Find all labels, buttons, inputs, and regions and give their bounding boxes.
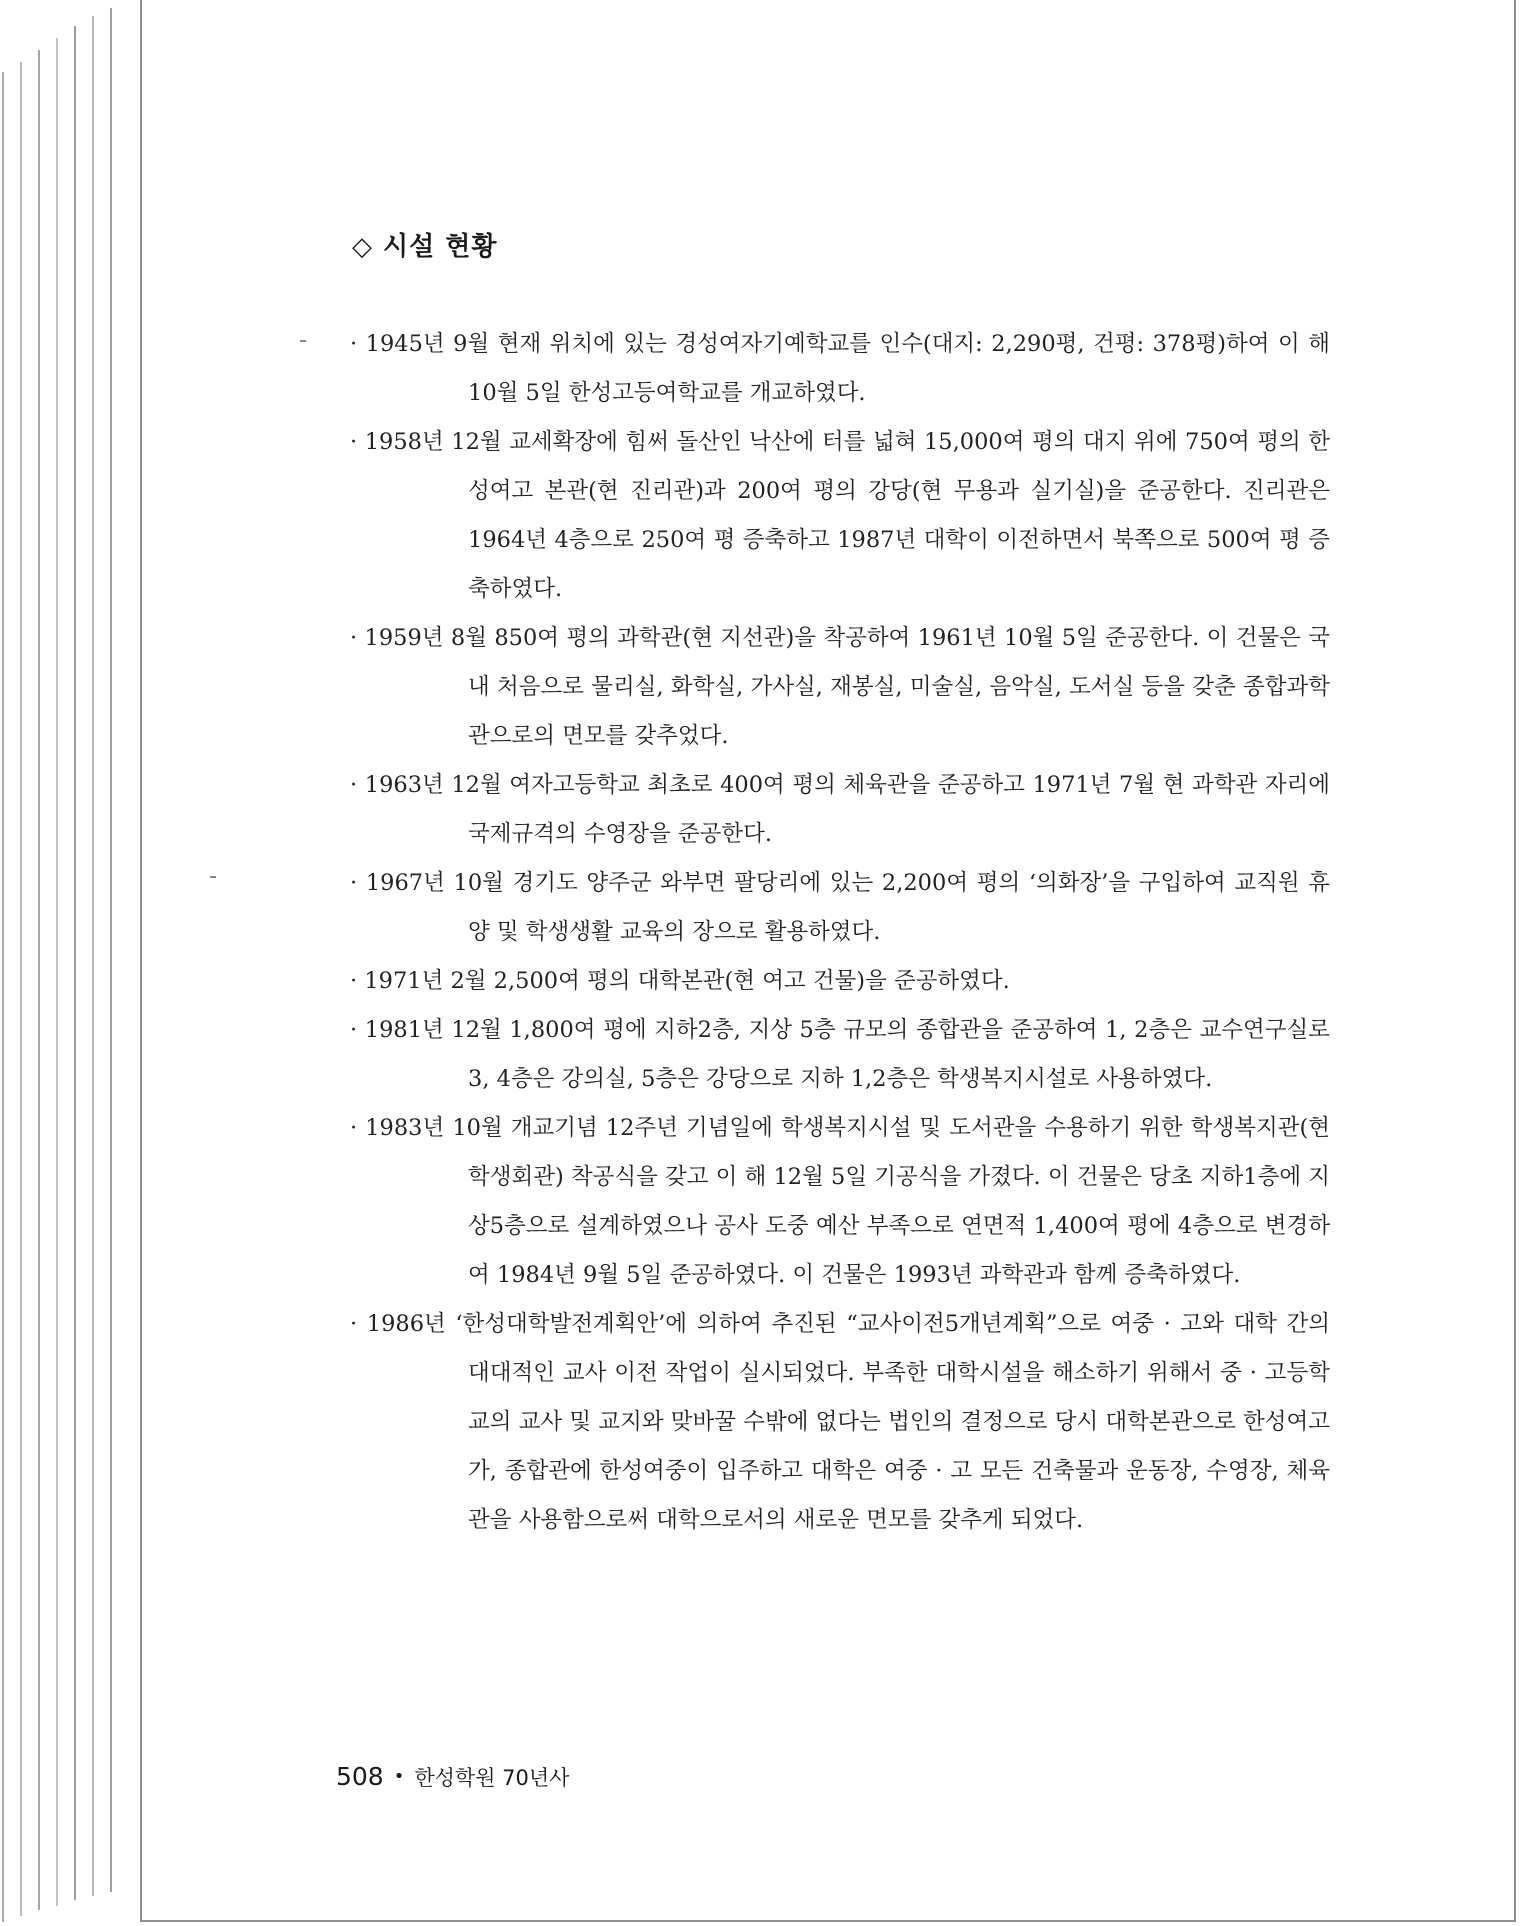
scan-mark: [210, 876, 216, 878]
entry-year: 1958년: [364, 429, 444, 455]
history-entry: [350, 1300, 1330, 1545]
entry-year: 1981년: [364, 1017, 444, 1043]
entry-year: 1959년: [364, 625, 444, 651]
history-entry: [350, 761, 1330, 859]
history-entry: [350, 1104, 1330, 1300]
footer-separator: •: [393, 1766, 405, 1787]
history-entry: [350, 320, 1330, 418]
history-entry: [350, 957, 1330, 1006]
entry-text: 12월 교세확장에 힘써 돌산인 낙산에 터를 넓혀 15,000여 평의 대지 위에 750여 평의 한성여고 본관(현 진리관)과 200여 평의 강당(현 무용과 실기실)을 준공한다. 진리관은 1964년 4층으로 250여 평 증축하고 1987년 대학이 이전하면서 북쪽으로 500여 평 증축하였다.: [451, 429, 1331, 602]
book-title: 한성학원 70년사: [414, 1766, 570, 1790]
entry-text: 10월 경기도 양주군 와부면 팔당리에 있는 2,200여 평의 ‘의화장’을 구입하여 교직원 휴양 및 학생생활 교육의 장으로 활용하였다.: [453, 870, 1330, 945]
entry-year: 1967년: [365, 870, 445, 896]
entry-bullet: ·: [350, 1311, 358, 1337]
entry-year: 1986년: [366, 1311, 446, 1337]
entry-text: 12월 여자고등학교 최초로 400여 평의 체육관을 준공하고 1971년 7월 현 과학관 자리에 국제규격의 수영장을 준공한다.: [451, 772, 1330, 847]
facility-history-list: [350, 320, 1330, 1545]
entry-bullet: ·: [350, 1017, 358, 1043]
entry-text: 8월 850여 평의 과학관(현 지선관)을 착공하여 1961년 10월 5일 준공한다. 이 건물은 국내 처음으로 물리실, 화학실, 가사실, 재봉실, 미술실, 음악실, 도서실 등을 갖춘 종합과학관으로의 면모를 갖추었다.: [450, 625, 1331, 749]
entry-text: 12월 1,800여 평에 지하2층, 지상 5층 규모의 종합관을 준공하여 1, 2층은 교수연구실로 3, 4층은 강의실, 5층은 강당으로 지하 1,2층은 학생복지시설로 사용하였다.: [451, 1017, 1330, 1092]
entry-text: 9월 현재 위치에 있는 경성여자기예학교를 인수(대지: 2,290평, 건평: 378평)하여 이 해 10월 5일 한성고등여학교를 개교하였다.: [453, 331, 1330, 406]
entry-year: 1945년: [365, 331, 445, 357]
entry-bullet: ·: [350, 968, 358, 994]
history-entry: [350, 614, 1330, 761]
entry-bullet: ·: [350, 331, 358, 357]
entry-bullet: ·: [350, 625, 358, 651]
page-number: 508: [336, 1762, 384, 1791]
entry-year: 1963년: [364, 772, 444, 798]
entry-text: ‘한성대학발전계획안’에 의하여 추진된 “교사이전5개년계획”으로 여중 · 고와 대학 간의 대대적인 교사 이전 작업이 실시되었다. 부족한 대학시설을 해소하기 위해서 중 · 고등학교의 교사 및 교지와 맞바꿀 수밖에 없다는 법인의 결정으로 당시 대학본관으로 한성여고가, 종합관에 한성여중이 입주하고 대학은 여중 · 고 모든 건축물과 운동장, 수영장, 체육관을 사용함으로써 대학으로서의 새로운 면모를 갖추게 되었다.: [455, 1311, 1330, 1533]
diamond-icon: ◇: [352, 232, 373, 262]
scan-mark: [300, 340, 306, 342]
entry-text: 10월 개교기념 12주년 기념일에 학생복지시설 및 도서관을 수용하기 위한 학생복지관(현 학생회관) 착공식을 갖고 이 해 12월 5일 기공식을 가졌다. 이 건물은 당초 지하1층에 지상5층으로 설계하였으나 공사 도중 예산 부족으로 연면적 1,400여 평에 4층으로 변경하여 1984년 9월 5일 준공하였다. 이 건물은 1993년 과학관과 함께 증축하였다.: [452, 1115, 1330, 1288]
entry-bullet: ·: [350, 870, 358, 896]
section-title-text: 시설 현황: [383, 232, 498, 262]
entry-bullet: ·: [350, 1115, 358, 1141]
entry-year: 1983년: [365, 1115, 445, 1141]
entry-year: 1971년: [364, 968, 444, 994]
page-footer: [336, 1762, 569, 1792]
history-entry: [350, 418, 1330, 614]
history-entry: [350, 1006, 1330, 1104]
entry-bullet: ·: [350, 772, 358, 798]
entry-text: 2월 2,500여 평의 대학본관(현 여고 건물)을 준공하였다.: [450, 968, 1010, 994]
page-corner: [1484, 0, 1514, 30]
entry-bullet: ·: [350, 429, 358, 455]
history-entry: [350, 859, 1330, 957]
section-title: [352, 226, 498, 263]
